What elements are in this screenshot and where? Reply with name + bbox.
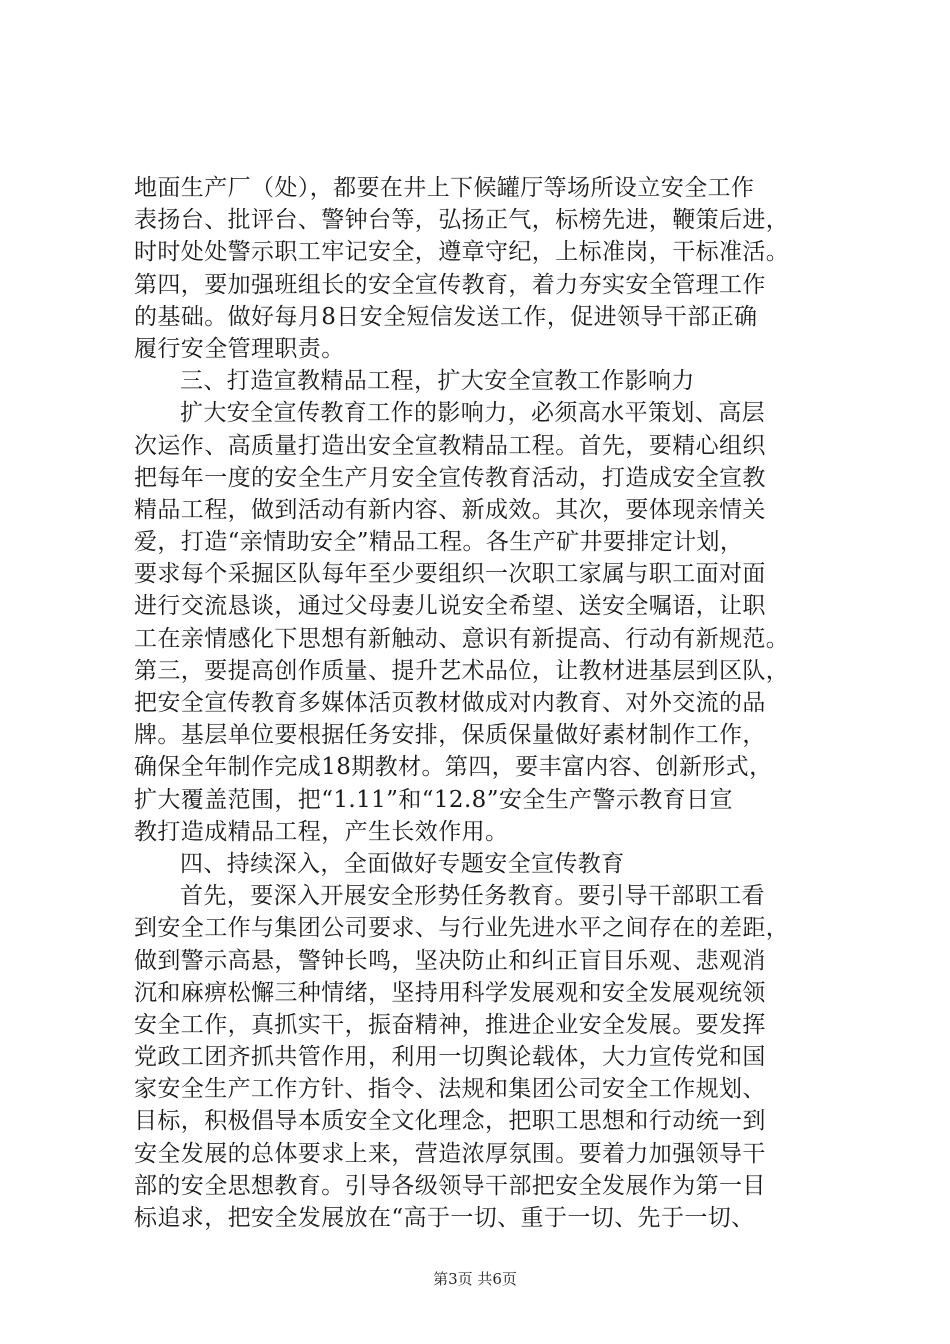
text-line: 党政工团齐抓共管作用，利用一切舆论载体，大力宣传党和国 xyxy=(134,1044,766,1071)
text-line: 教打造成精品工程，产生长效作用。 xyxy=(134,818,509,845)
text-line: 确保全年制作完成18期教材。第四，要丰富内容、创新形式， xyxy=(134,754,773,781)
text-line: 部的安全思想教育。引导各级领导干部把安全发展作为第一目 xyxy=(134,1172,766,1199)
text-line: 到安全工作与集团公司要求、与行业先进水平之间存在的差距， xyxy=(134,915,790,942)
text-line: 把每年一度的安全生产月安全宣传教育活动，打造成安全宣教 xyxy=(134,464,766,491)
section-heading: 三、打造宣教精品工程，扩大安全宣教工作影响力 xyxy=(180,368,695,395)
text-line: 安全发展的总体要求上来，营造浓厚氛围。要着力加强领导干 xyxy=(134,1140,766,1167)
section-heading: 四、持续深入，全面做好专题安全宣传教育 xyxy=(180,850,625,877)
text-line: 沉和麻痹松懈三种情绪，坚持用科学发展观和安全发展观统领 xyxy=(134,979,766,1006)
text-line: 地面生产厂（处），都要在井上下候罐厅等场所设立安全工作 xyxy=(134,175,755,201)
text-line: 进行交流恳谈，通过父母妻儿说安全希望、送安全嘱语，让职 xyxy=(134,593,766,620)
text-line: 目标，积极倡导本质安全文化理念，把职工思想和行动统一到 xyxy=(134,1108,766,1135)
text-line: 做到警示高悬，警钟长鸣，坚决防止和纠正盲目乐观、悲观消 xyxy=(134,947,766,974)
text-line: 表扬台、批评台、警钟台等，弘扬正气，标榜先进，鞭策后进， xyxy=(134,207,790,234)
text-line: 履行安全管理职责。 xyxy=(134,335,345,362)
text-line: 第四，要加强班组长的安全宣传教育，着力夯实安全管理工作 xyxy=(134,271,766,298)
text-line: 工在亲情感化下思想有新触动、意识有新提高、行动有新规范。 xyxy=(134,625,790,652)
text-line: 把安全宣传教育多媒体活页教材做成对内教育、对外交流的品 xyxy=(134,690,766,716)
body-text xyxy=(134,172,824,1234)
text-line: 要求每个采掘区队每年至少要组织一次职工家属与职工面对面 xyxy=(134,561,766,588)
text-line: 安全工作，真抓实干，振奋精神，推进企业安全发展。要发挥 xyxy=(134,1011,766,1038)
text-line: 标追求，把安全发展放在“高于一切、重于一切、先于一切、 xyxy=(134,1205,755,1231)
text-line: 家安全生产工作方针、指令、法规和集团公司安全工作规划、 xyxy=(134,1076,766,1103)
page-number: 第3页 共6页 xyxy=(433,1270,517,1288)
text-line: 爱，打造“亲情助安全”精品工程。各生产矿井要排定计划， xyxy=(134,529,744,556)
text-line: 的基础。做好每月8日安全短信发送工作，促进领导干部正确 xyxy=(134,303,758,330)
text-line: 次运作、高质量打造出安全宣教精品工程。首先，要精心组织 xyxy=(134,432,766,459)
text-line: 第三，要提高创作质量、提升艺术品位，让教材进基层到区队， xyxy=(134,657,790,684)
text-line: 扩大覆盖范围，把“1.11”和“12.8”安全生产警示教育日宣 xyxy=(134,786,733,813)
text-line: 时时处处警示职工牢记安全，遵章守纪，上标准岗，干标准活。 xyxy=(134,239,790,266)
text-line: 扩大安全宣传教育工作的影响力，必须高水平策划、高层 xyxy=(180,400,765,427)
text-line: 牌。基层单位要根据任务安排，保质保量做好素材制作工作， xyxy=(134,722,766,749)
text-line: 首先，要深入开展安全形势任务教育。要引导干部职工看 xyxy=(180,883,765,910)
text-line: 精品工程，做到活动有新内容、新成效。其次，要体现亲情关 xyxy=(134,496,766,523)
